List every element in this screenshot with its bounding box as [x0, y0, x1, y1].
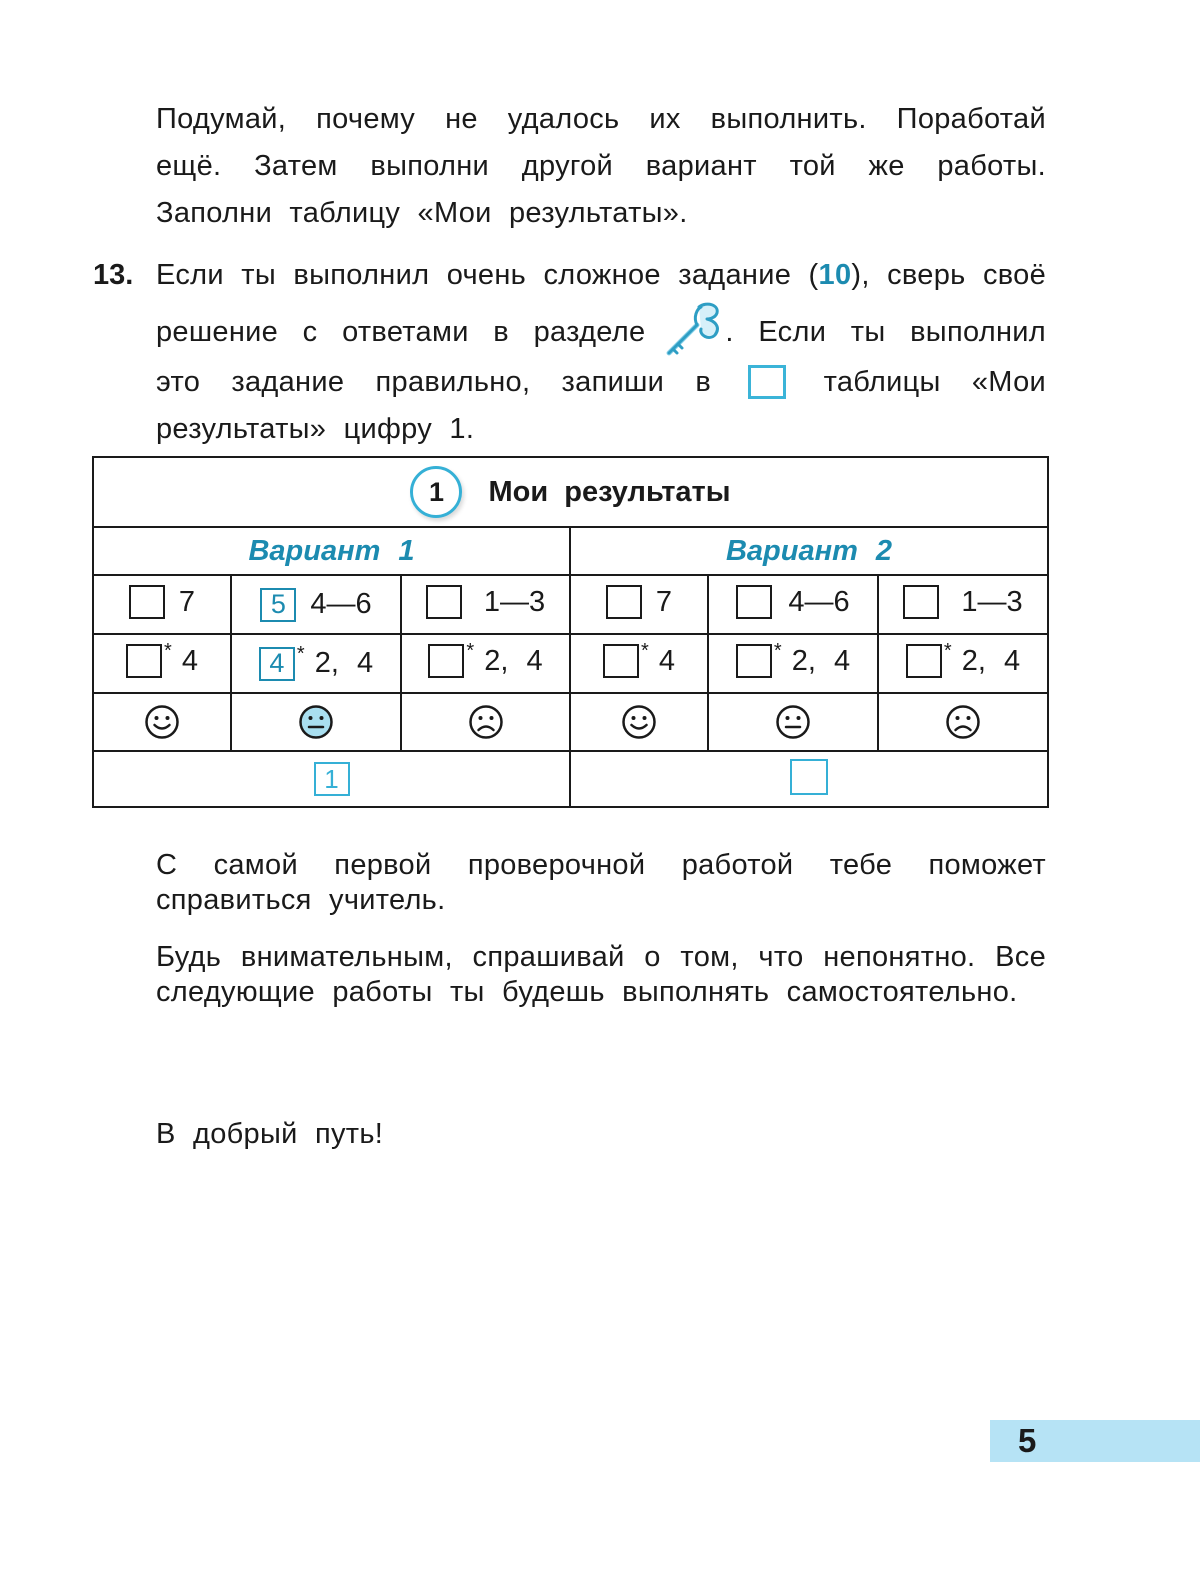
star-mark: *	[641, 640, 649, 662]
star-mark: *	[466, 640, 475, 662]
star-cell	[231, 634, 401, 693]
star-cell	[401, 634, 570, 693]
inline-answer-box	[748, 365, 786, 399]
score-box[interactable]: 5	[260, 588, 296, 622]
table-number-circle: 1	[410, 466, 462, 518]
mood-cell	[878, 693, 1048, 751]
table-title-cell	[93, 457, 1048, 527]
score-range: 4—6	[310, 588, 372, 620]
star-tasks: 4	[658, 644, 675, 677]
task-13-text	[156, 252, 1046, 453]
star-tasks: 2, 4	[791, 644, 851, 677]
star-cell	[570, 634, 708, 693]
variant-1-header: Вариант 1	[93, 527, 570, 575]
score-box[interactable]	[736, 585, 772, 619]
outro-paragraph-2: Будь внимательным, спрашивай о том, что непонятно. Все следующие работы ты будешь выполнять самостоятельно.	[156, 941, 1046, 1008]
smile-icon[interactable]	[621, 704, 657, 740]
star-cell	[708, 634, 878, 693]
table-title: Мои результаты	[488, 475, 731, 508]
task-number: 13.	[93, 259, 134, 291]
star-box[interactable]: 4	[259, 647, 295, 681]
outro-paragraph-1: С самой первой проверочной работой тебе поможет справиться учитель.	[156, 849, 1046, 916]
final-result-box[interactable]: 1	[314, 762, 350, 796]
star-mark: *	[296, 642, 305, 665]
star-tasks: 2, 4	[484, 644, 543, 677]
score-box[interactable]	[903, 585, 939, 619]
final-cell-variant-1	[93, 751, 570, 807]
score-cell	[401, 575, 570, 634]
final-cell-variant-2	[570, 751, 1048, 807]
score-range: 7	[655, 585, 673, 618]
variant-2-header: Вариант 2	[570, 527, 1048, 575]
score-range: 4—6	[788, 585, 850, 618]
neutral-face-icon[interactable]	[775, 704, 811, 740]
neutral-face-icon[interactable]	[298, 704, 334, 740]
star-box[interactable]	[603, 644, 639, 678]
page-number: 5	[990, 1420, 1200, 1462]
score-cell	[231, 575, 401, 634]
score-cell	[570, 575, 708, 634]
star-box[interactable]	[736, 644, 772, 678]
mood-cell	[708, 693, 878, 751]
score-range: 1—3	[483, 585, 546, 618]
star-mark: *	[773, 640, 782, 662]
intro-paragraph: Подумай, почему не удалось их выполнить. Поработай ещё. Затем выполни другой вариант той же работы. Заполни таблицу «Мои результаты».	[156, 103, 1046, 229]
star-tasks: 2, 4	[314, 647, 374, 679]
star-box[interactable]	[906, 644, 942, 678]
mood-cell	[401, 693, 570, 751]
star-mark: *	[164, 640, 172, 662]
star-tasks: 2, 4	[961, 644, 1021, 677]
score-cell	[708, 575, 878, 634]
mood-cell	[93, 693, 231, 751]
final-result-box[interactable]	[790, 759, 828, 795]
score-range: 1—3	[961, 585, 1023, 618]
key-icon	[663, 299, 725, 359]
star-mark: *	[943, 640, 952, 662]
mood-cell	[231, 693, 401, 751]
score-box[interactable]	[606, 585, 642, 619]
task-13-text-a: Если ты выполнил очень сложное задание (	[156, 259, 819, 291]
task-13-text-d: таблицы «Мои результаты» цифру 1.	[156, 366, 1046, 445]
star-cell	[93, 634, 231, 693]
star-box[interactable]	[428, 644, 464, 678]
task-13-text-b: ), сверь своё решение с ответами в разделе	[156, 259, 1047, 348]
mood-cell	[570, 693, 708, 751]
results-table	[92, 456, 1049, 808]
star-cell	[878, 634, 1048, 693]
score-cell	[878, 575, 1048, 634]
task-reference: 10	[818, 259, 852, 291]
score-cell	[93, 575, 231, 634]
smile-icon[interactable]	[144, 704, 180, 740]
score-range: 7	[178, 585, 196, 618]
score-box[interactable]	[129, 585, 165, 619]
sad-face-icon[interactable]	[468, 704, 504, 740]
sad-face-icon[interactable]	[945, 704, 981, 740]
star-tasks: 4	[181, 644, 198, 677]
score-box[interactable]	[426, 585, 462, 619]
task-13-text-c: . Если ты выполнил это задание правильно, запиши в	[156, 316, 1046, 398]
star-box[interactable]	[126, 644, 162, 678]
farewell-text: В добрый путь!	[156, 1118, 384, 1150]
